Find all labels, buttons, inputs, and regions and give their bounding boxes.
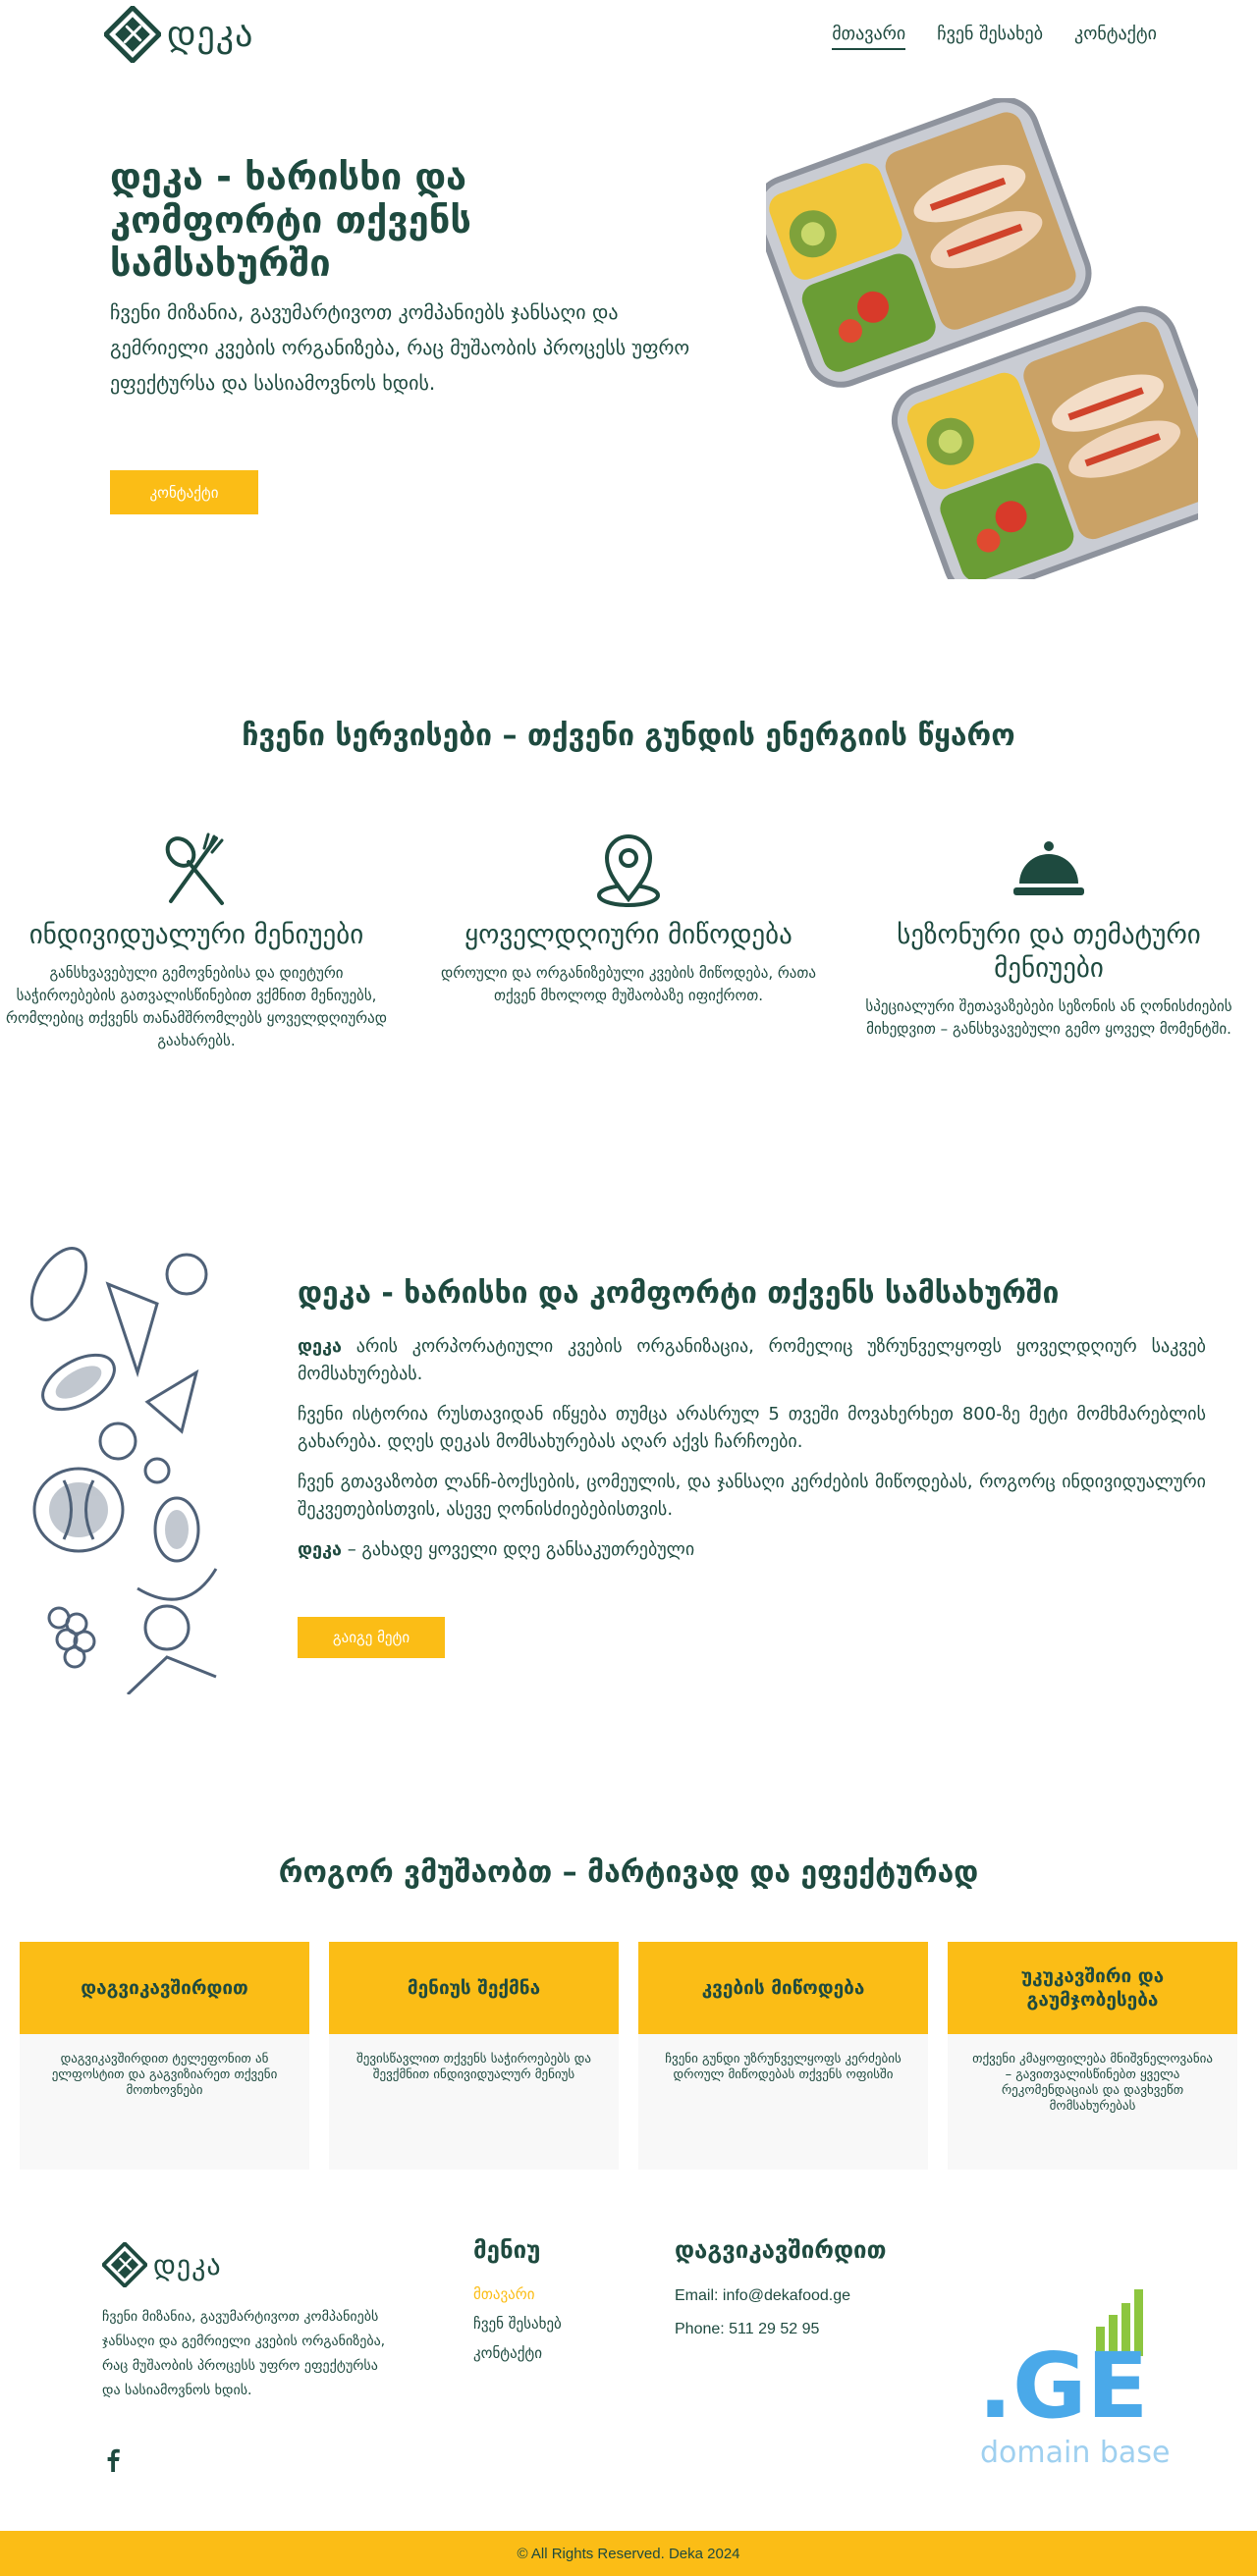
footer-description: ჩვენი მიზანია, გავუმარტივოთ კომპანიებს ჯანსაღი და გემრიელი კვების ორგანიზება, რაც მუშაობის პროცესს უფრო ეფექტურსა და სასიამოვნოს ხდის. [102, 2309, 386, 2398]
about-text: არის კორპორატიული კვების ორგანიზაცია, რომელიც უზრუნველყოფს ყოველდღიურ საკვებ მომსახურებას. [298, 1336, 1206, 1384]
nav-link-home[interactable]: მთავარი [832, 24, 905, 50]
food-cloche-icon [1010, 831, 1088, 909]
step-card [329, 1942, 619, 2170]
location-pin-icon [589, 831, 668, 909]
step-description: თქვენი კმაყოფილება მნიშვნელოვანია – გავითვალისწინებთ ყველა რეკომენდაციას და დავხვეწთ მომსახურებას [972, 2052, 1213, 2114]
contact-email[interactable]: Email: info@dekafood.ge [675, 2287, 851, 2304]
vegetables-illustration [20, 1245, 236, 1694]
footer-link-about[interactable]: ჩვენ შესახებ [473, 2315, 562, 2333]
logo-text: დეკა [153, 2248, 222, 2281]
service-title: სეზონური და თემატური მენიუები [897, 920, 1201, 984]
badge-sub-text: domain base [980, 2436, 1171, 2470]
step-title: დაგვიკავშირდით [20, 1942, 309, 2034]
ge-domain-badge[interactable] [972, 2287, 1178, 2474]
about-paragraph [298, 1333, 1206, 1388]
nav-link-contact[interactable]: კონტაქტი [1074, 24, 1157, 44]
copyright-bar [0, 2531, 1257, 2576]
logo-text: დეკა [167, 14, 254, 55]
lunchbox-image [766, 98, 1198, 579]
service-card-daily-delivery [432, 831, 825, 1007]
nav-link-about[interactable]: ჩვენ შესახებ [937, 24, 1044, 44]
services-title: ჩვენი სერვისები – თქვენი გუნდის ენერგიის წყარო [242, 719, 1015, 753]
about-body [298, 1333, 1206, 1577]
step-description: ჩვენი გუნდი უზრუნველყოფს კერძების დროულ მიწოდებას თქვენს ოფისში [665, 2052, 902, 2082]
service-card-custom-menus [0, 831, 393, 1052]
learn-more-button[interactable]: გაიგე მეტი [298, 1617, 445, 1658]
logo-icon [104, 6, 161, 63]
step-description: შევისწავლით თქვენს საჭიროებებს და შევქმნით ინდივიდუალურ მენიუს [356, 2052, 591, 2082]
step-card [638, 1942, 928, 2170]
service-description: განსხვავებული გემოვნებისა და დიეტური საჭიროებების გათვალისწინებით ვქმნით მენიუებს, რომლებიც თქვენს თანამშრომლებს ყოველდღიურად გაახარებს. [6, 964, 387, 1049]
footer-link-contact[interactable]: კონტაქტი [473, 2344, 542, 2362]
step-description: დაგვიკავშირდით ტელეფონით ან ელფოსტით და გაგვიზიარეთ თქვენი მოთხოვნები [51, 2052, 278, 2098]
service-card-seasonal-menus [852, 831, 1245, 1041]
service-title: ინდივიდუალური მენიუები [28, 920, 364, 950]
badge-main-text: .GE [978, 2334, 1149, 2439]
logo-icon [102, 2242, 147, 2287]
step-title: კვების მიწოდება [638, 1942, 928, 2034]
facebook-icon[interactable] [102, 2446, 122, 2472]
service-description: სპეციალური შეთავაზებები სეზონის ან ღონისძიების მიხედვით – განსხვავებული გემო ყოველ მომენტში. [865, 997, 1232, 1038]
step-title: უკუკავშირი და გაუმჯობესება [948, 1942, 1237, 2034]
brand-name: დეკა [298, 1539, 342, 1560]
step-title: მენიუს შექმნა [329, 1942, 619, 2034]
brand-name: დეკა [298, 1336, 342, 1357]
step-card [20, 1942, 309, 2170]
footer-logo[interactable] [102, 2242, 222, 2287]
logo[interactable] [104, 6, 253, 63]
about-paragraph: ჩვენი ისტორია რუსთავიდან იწყება თუმცა არასრულ 5 თვეში მოვახერხეთ 800-ზე მეტი მომხმარებლის გახარება. დღეს დეკას მომსახურებას აღარ აქვს ჩარჩოები. [298, 1404, 1206, 1452]
step-card [948, 1942, 1237, 2170]
footer-link-home[interactable]: მთავარი [473, 2285, 535, 2303]
service-description: დროული და ორგანიზებული კვების მიწოდება, რათა თქვენ მხოლოდ მუშაობაზე იფიქროთ. [440, 964, 817, 1004]
about-title: დეკა - ხარისხი და კომფორტი თქვენს სამსახურში [298, 1276, 1060, 1311]
how-we-work-title: როგორ ვმუშაობთ – მარტივად და ეფექტურად [278, 1855, 979, 1890]
footer-menu [473, 2280, 562, 2368]
footer-menu-title: მენიუ [473, 2236, 541, 2264]
hero-description: ჩვენი მიზანია, გავუმარტივოთ კომპანიებს ჯანსაღი და გემრიელი კვების ორგანიზება, რაც მუშაობის პროცესს უფრო ეფექტურსა და სასიამოვნოს ხდის. [110, 300, 690, 395]
copyright-text: © All Rights Reserved. Deka 2024 [517, 2545, 740, 2562]
footer-contact-title: დაგვიკავშირდით [675, 2236, 887, 2264]
hero-title: დეკა - ხარისხი და კომფორტი თქვენს სამსახურში [110, 155, 471, 285]
fork-spoon-icon [157, 831, 236, 909]
about-paragraph [298, 1536, 1206, 1564]
about-text: – გახადე ყოველი დღე განსაკუთრებული [341, 1539, 695, 1560]
site-header [0, 0, 1257, 71]
hero-contact-button[interactable]: კონტაქტი [110, 470, 258, 514]
about-paragraph: ჩვენ გთავაზობთ ლანჩ-ბოქსების, ცომეულის, და ჯანსაღი კერძების მიწოდებას, როგორც ინდივიდუალური შეკვეთებისთვის, ასევე ღონისძიებებისთვის. [298, 1472, 1206, 1520]
service-title: ყოველდღიური მიწოდება [465, 920, 792, 950]
contact-phone[interactable]: Phone: 511 29 52 95 [675, 2321, 820, 2337]
main-nav [832, 24, 1157, 50]
